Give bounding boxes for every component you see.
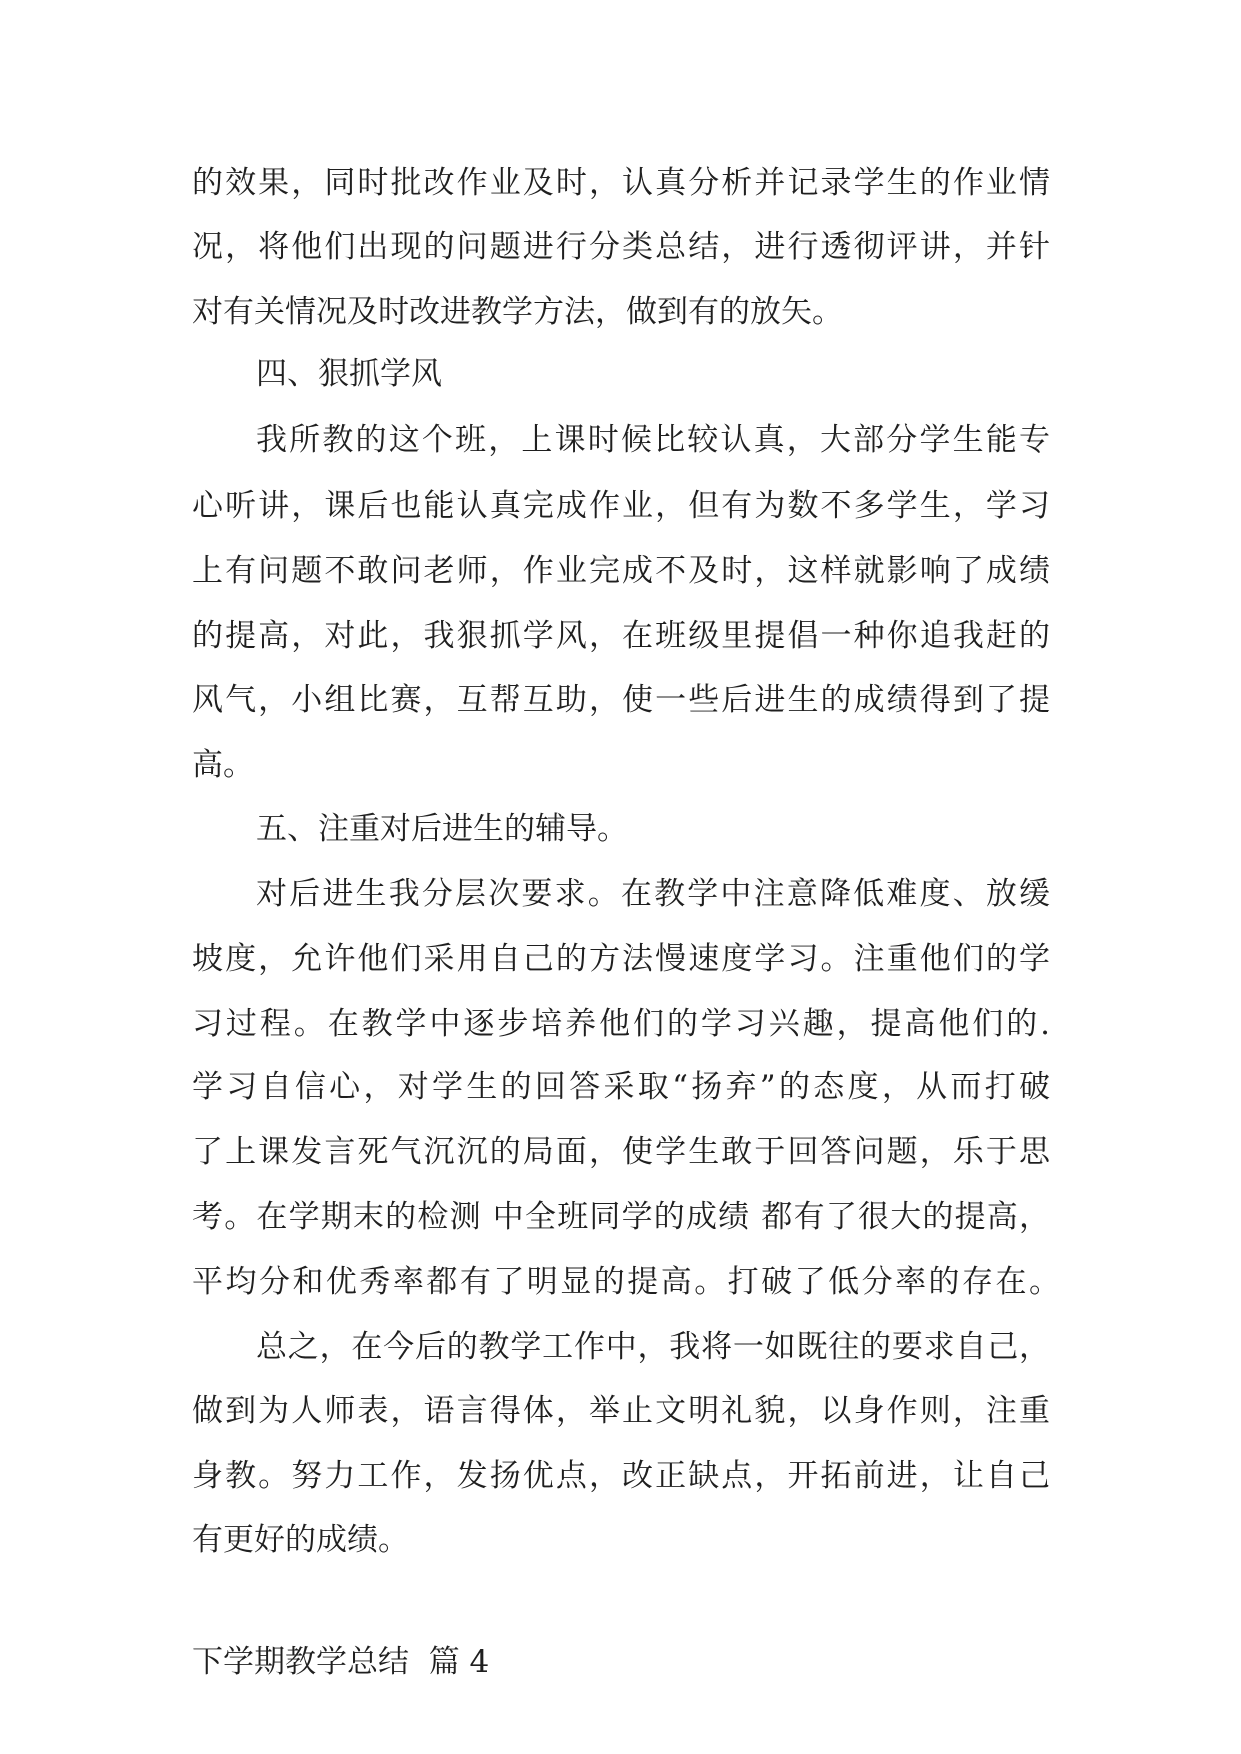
paragraph-line: 有更好的成绩。 xyxy=(192,1522,409,1558)
paragraph-line: 身教。努力工作，发扬优点，改正缺点，开拓前进，让自己 xyxy=(192,1458,1050,1494)
paragraph-line: 习过程。在教学中逐步培养他们的学习兴趣，提高他们的. xyxy=(192,1006,1050,1042)
paragraph-line: 的提高，对此，我狠抓学风，在班级里提倡一种你追我赶的 xyxy=(192,618,1050,654)
paragraph-line: 对有关情况及时改进教学方法，做到有的放矢。 xyxy=(192,294,843,330)
paragraph-line: 上有问题不敢问老师，作业完成不及时，这样就影响了成绩 xyxy=(192,553,1050,589)
section-heading: 五、注重对后进生的辅导。 xyxy=(256,811,628,847)
paragraph-line: 的效果，同时批改作业及时，认真分析并记录学生的作业情 xyxy=(192,165,1050,201)
section-title: 下学期教学总结 篇 4 xyxy=(192,1644,490,1680)
paragraph-line: 考。在学期末的检测 中全班同学的成绩 都有了很大的提高， xyxy=(192,1199,1050,1235)
paragraph-line: 总之，在今后的教学工作中，我将一如既往的要求自己， xyxy=(256,1329,1050,1365)
paragraph-line: 平均分和优秀率都有了明显的提高。打破了低分率的存在。 xyxy=(192,1264,1060,1300)
paragraph-line: 做到为人师表，语言得体，举止文明礼貌，以身作则，注重 xyxy=(192,1393,1050,1429)
paragraph-line: 我所教的这个班，上课时候比较认真，大部分学生能专 xyxy=(256,422,1050,458)
paragraph-line: 了上课发言死气沉沉的局面，使学生敢于回答问题，乐于思 xyxy=(192,1134,1050,1170)
paragraph-line: 对后进生我分层次要求。在教学中注意降低难度、放缓 xyxy=(256,876,1050,912)
paragraph-line: 风气，小组比赛，互帮互助，使一些后进生的成绩得到了提 xyxy=(192,682,1050,718)
paragraph-line: 况，将他们出现的问题进行分类总结，进行透彻评讲，并针 xyxy=(192,229,1050,265)
paragraph-line: 高。 xyxy=(192,747,254,783)
paragraph-line: 学习自信心，对学生的回答采取“扬弃”的态度，从而打破 xyxy=(192,1069,1050,1105)
paragraph-line: 心听讲，课后也能认真完成作业，但有为数不多学生，学习 xyxy=(192,488,1050,524)
section-heading: 四、狠抓学风 xyxy=(256,356,442,392)
paragraph-line: 坡度，允许他们采用自己的方法慢速度学习。注重他们的学 xyxy=(192,941,1050,977)
